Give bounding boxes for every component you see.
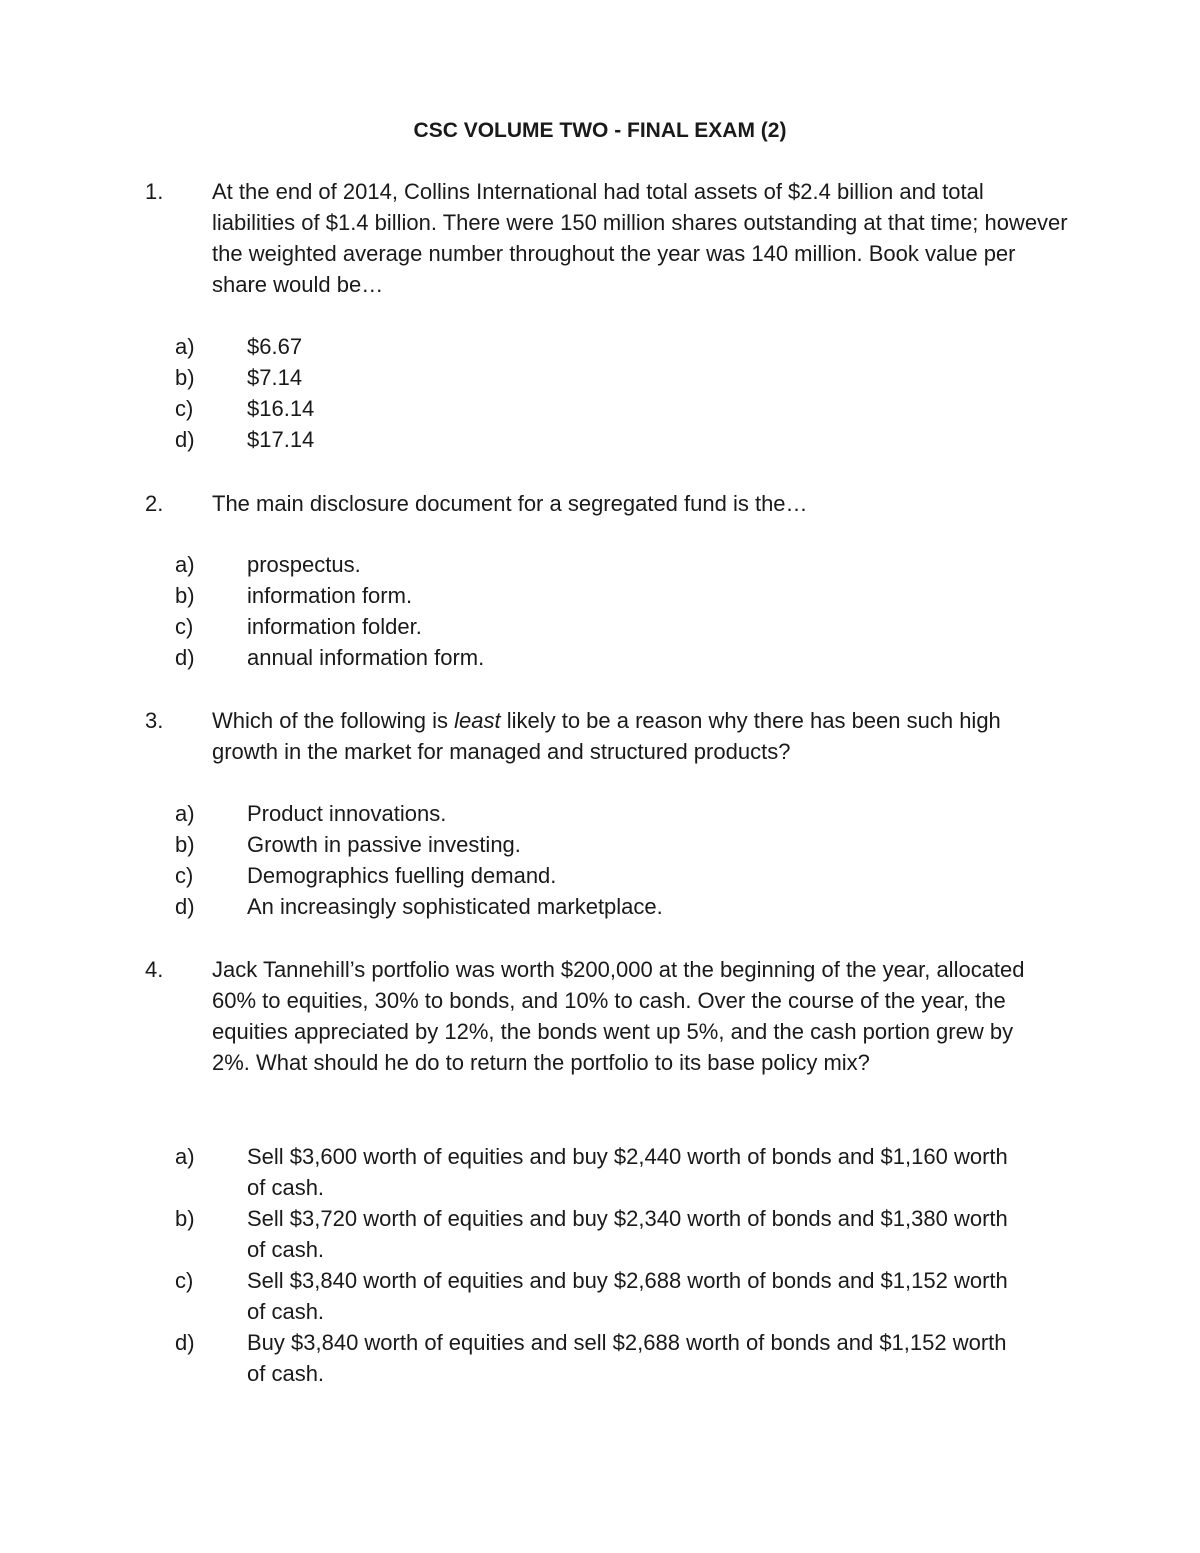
option-b: [0, 1203, 1200, 1265]
option-c: [0, 1265, 1200, 1327]
option-b: [0, 362, 1200, 393]
option-text: Demographics fuelling demand.: [247, 863, 557, 888]
question-3-options: [0, 798, 1200, 922]
option-letter: c): [175, 863, 194, 888]
question-number: 1.: [145, 179, 164, 204]
option-text: $7.14: [247, 365, 303, 390]
option-letter: a): [175, 1144, 195, 1169]
option-letter: c): [175, 614, 194, 639]
question-number: 3.: [145, 708, 164, 733]
option-text: $17.14: [247, 427, 315, 452]
question-4-options: [0, 1141, 1200, 1389]
option-b: [0, 580, 1200, 611]
option-letter: b): [175, 365, 195, 390]
option-text: information folder.: [247, 614, 422, 639]
option-c: [0, 860, 1200, 891]
option-text: An increasingly sophisticated marketplace.: [247, 894, 663, 919]
question-1-options: [0, 331, 1200, 455]
option-text: information form.: [247, 583, 413, 608]
option-letter: c): [175, 396, 194, 421]
question-number: 2.: [145, 491, 164, 516]
option-letter: d): [175, 1330, 195, 1355]
question-text: Jack Tannehill’s portfolio was worth $200,000 at the beginning of the year, allocated 60% to equities, 30% to bonds, and 10% to cash. Over the course of the year, the equities appreciated by 12%, the bonds went up 5%, and the cash portion grew by 2%. What should he do to return the portfolio to its base policy mix?: [212, 957, 1025, 1075]
option-text: prospectus.: [247, 552, 361, 577]
option-text: $6.67: [247, 334, 303, 359]
question-number: 4.: [145, 957, 164, 982]
option-d: [0, 1327, 1200, 1389]
option-a: [0, 1141, 1200, 1203]
question-text-after: likely to be a reason why there has been such high growth in the market for managed and structured products?: [212, 708, 1001, 764]
option-letter: b): [175, 1206, 195, 1231]
option-letter: a): [175, 552, 195, 577]
option-text: Product innovations.: [247, 801, 447, 826]
option-text: annual information form.: [247, 645, 485, 670]
option-letter: c): [175, 1268, 194, 1293]
option-letter: b): [175, 583, 195, 608]
option-d: [0, 642, 1200, 673]
option-letter: b): [175, 832, 195, 857]
option-letter: a): [175, 801, 195, 826]
option-d: [0, 891, 1200, 922]
option-letter: d): [175, 645, 195, 670]
question-text: The main disclosure document for a segregated fund is the…: [212, 491, 808, 516]
page-title: CSC VOLUME TWO - FINAL EXAM (2): [413, 119, 787, 142]
option-c: [0, 611, 1200, 642]
option-c: [0, 393, 1200, 424]
option-text: $16.14: [247, 396, 315, 421]
option-letter: d): [175, 427, 195, 452]
option-a: [0, 331, 1200, 362]
option-a: [0, 798, 1200, 829]
question-text: At the end of 2014, Collins International had total assets of $2.4 billion and total liabilities of $1.4 billion. There were 150 million shares outstanding at that time; however the weighted average number throughout the year was 140 million. Book value per share would be…: [212, 179, 1068, 297]
option-text: Sell $3,720 worth of equities and buy $2,340 worth of bonds and $1,380 worth of cash.: [247, 1206, 1008, 1262]
option-letter: a): [175, 334, 195, 359]
option-d: [0, 424, 1200, 455]
option-a: [0, 549, 1200, 580]
question-text-before: Which of the following is: [212, 708, 455, 733]
option-text: Sell $3,840 worth of equities and buy $2,688 worth of bonds and $1,152 worth of cash.: [247, 1268, 1008, 1324]
option-text: Growth in passive investing.: [247, 832, 521, 857]
question-2-options: [0, 549, 1200, 673]
option-text: Sell $3,600 worth of equities and buy $2,440 worth of bonds and $1,160 worth of cash.: [247, 1144, 1008, 1200]
option-b: [0, 829, 1200, 860]
option-text: Buy $3,840 worth of equities and sell $2,688 worth of bonds and $1,152 worth of cash.: [247, 1330, 1007, 1386]
question-text-emphasis: least: [454, 708, 501, 733]
option-letter: d): [175, 894, 195, 919]
question-text: [212, 705, 1072, 767]
